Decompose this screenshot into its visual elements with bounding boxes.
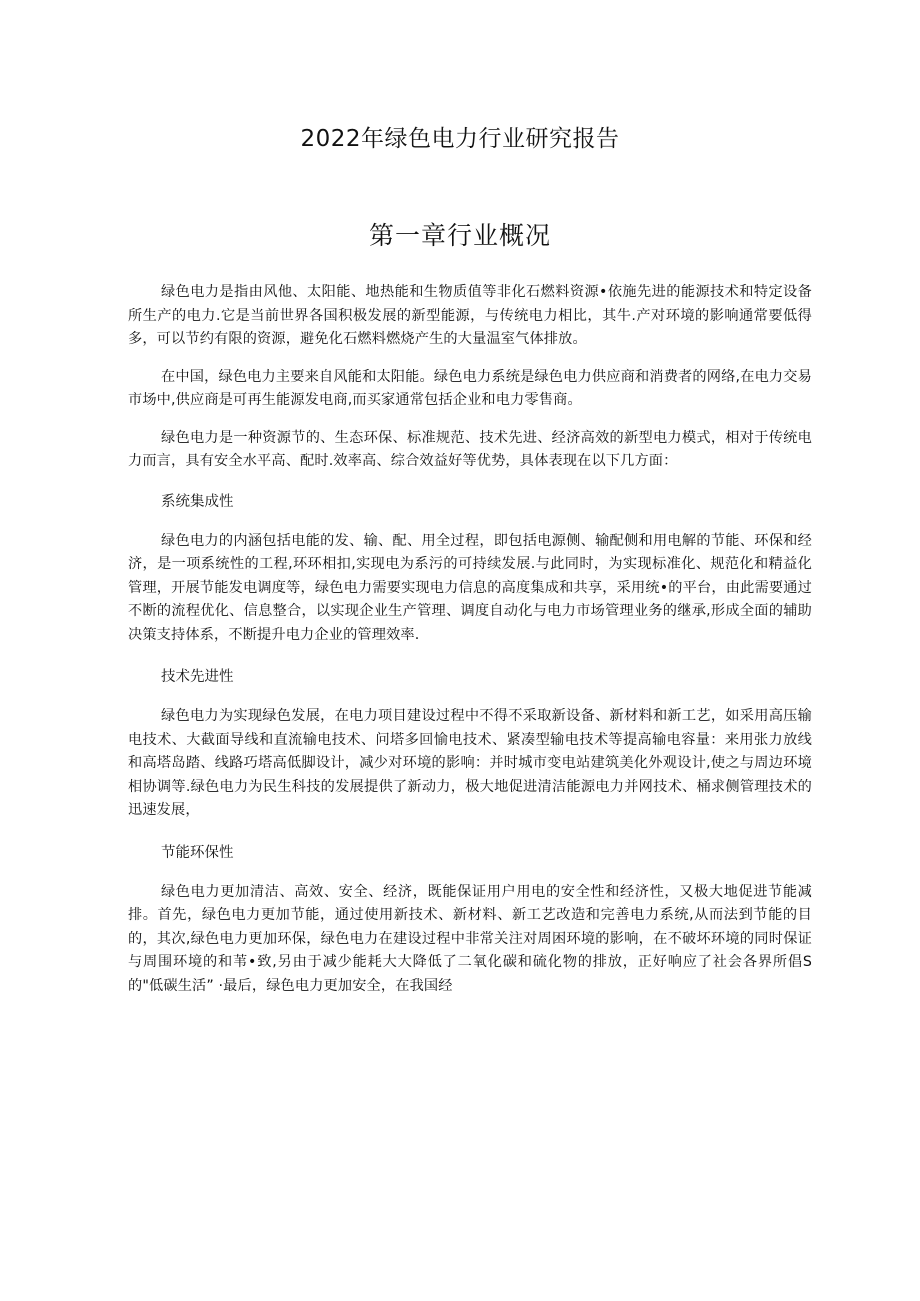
- document-body: [128, 281, 812, 1012]
- section-heading-system-integration: 系统集成性: [161, 493, 234, 510]
- paragraph-definition: 绿色电力是指由风他、太阳能、地热能和生物质值等非化石燃料资源•依施先进的能源技术和特定设备所生产的电力.它是当前世界各国积极发展的新型能源，与传统电力相比，其牛.产对环境的影响通常要低得多，可以节约有限的资源，避免化石燃料燃烧产生的大量温室气体排放。: [128, 284, 812, 347]
- document-title: 2022年绿色电力行业研究报告: [300, 126, 620, 152]
- paragraph-system-integration: 绿色电力的内涵包括电能的发、输、配、用全过程，即包括电源侧、输配侧和用电解的节能、环保和经济，是一项系统性的工程,环环相扣,实现电为系污的可持续发展.与此同时，为实现标准化、规范化和精益化管理，开展节能发电调度等，绿色电力需要实现电力信息的高度集成和共享，采用统•的平台，由此需要通过不断的流程优化、信息整合，以实现企业生产管理、调度自动化与电力市场管理业务的继承,形成全面的辅助决策支持体系，不断提升电力企业的管理效率.: [128, 532, 812, 643]
- chapter-title: 第一章行业概况: [368, 221, 551, 250]
- paragraph-advantages: 绿色电力是一种资源节的、生态环保、标准规范、技术先进、经济高效的新型电力模式，相对于传统电力而言，具有安全水平高、配时.效率高、综合效益好等优势，具体表现在以下几方面：: [128, 429, 812, 469]
- section-heading-energy-saving: 节能环保性: [161, 844, 234, 861]
- paragraph-energy-saving: 绿色电力更加清洁、高效、安全、经济，既能保证用户用电的安全性和经济性，又极大地促进节能减排。首先，绿色电力更加节能，通过使用新技术、新材料、新工艺改造和完善电力系统,从而法到节能的目的，其次,绿色电力更加环保，绿色电力在建设过程中非常关注对周困环境的影响，在不破坏环境的同时保证与周围环境的和苇•致,另由于减少能耗大大降低了二氧化碳和硫化物的排放，正好响应了社会各界所倡S的"低碳生活” ·最后，绿色电力更加安全，在我国经: [128, 883, 812, 994]
- paragraph-tech-advanced: 绿色电力为实现绿色发展，在电力项目建设过程中不得不采取新设备、新材料和新工艺，如采用高压输电技术、大截面导线和直流输电技术、问塔多回愉电技术、紧凑型输电技术等提高输电容量：来用张力放线和高塔岛踏、线路巧塔高低脚设计，减少对环境的影响：并时城市变电站建筑美化外观设计,使之与周边环境相协调等.绿色电力为民生科技的发展提供了新动力，极大地促进清洁能源电力并网技术、桶求侧管理技术的迅速发展，: [128, 708, 812, 818]
- section-heading-tech-advanced: 技术先进性: [161, 669, 234, 685]
- paragraph-china: 在中国，绿色电力主要来自风能和太阳能。绿色电力系统是绿色电力供应商和消费者的网络,在电力交易市场中,供应商是可再生能源发电商,而买家通常包括企业和电力零售商。: [128, 368, 812, 408]
